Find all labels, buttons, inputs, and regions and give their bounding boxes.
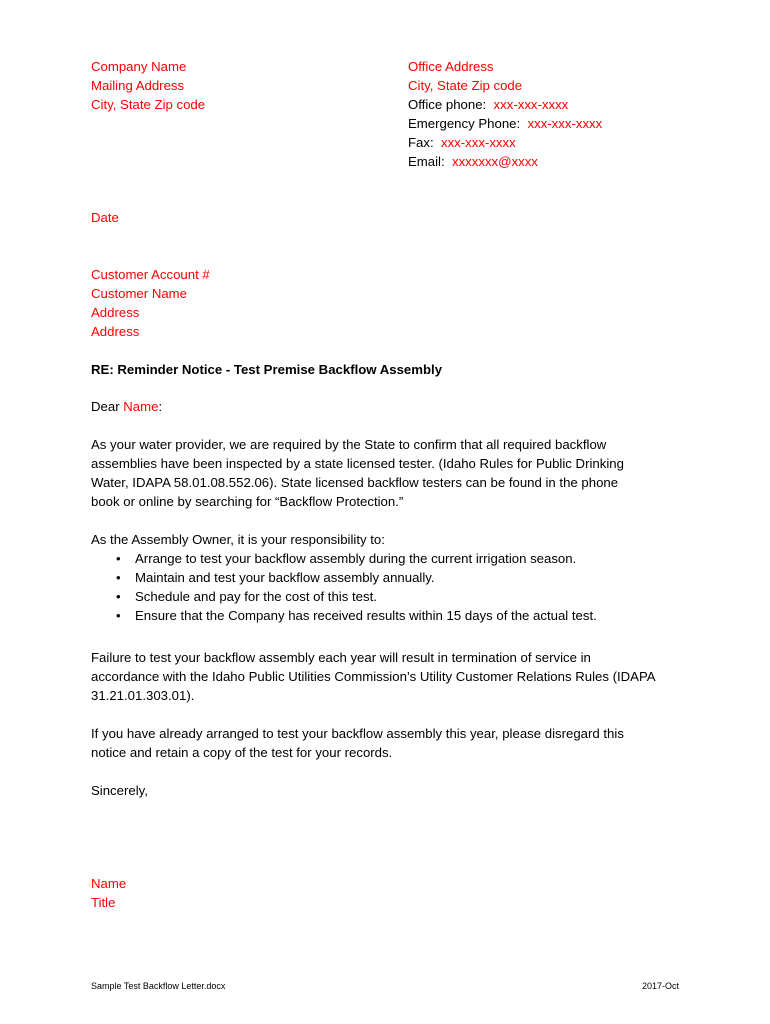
office-city-state-zip: City, State Zip code — [408, 78, 523, 93]
paragraph-line: accordance with the Idaho Public Utilities Commission’s Utility Customer Relations Rules (IDAPA — [91, 669, 656, 684]
bullet-icon: • — [116, 608, 121, 623]
paragraph-disregard — [91, 724, 691, 762]
footer-date: 2017-Oct — [641, 981, 679, 991]
office-phone-value: xxx-xxx-xxxx — [493, 97, 569, 112]
list-item-text: Ensure that the Company has received results within 15 days of the actual test. — [135, 608, 597, 623]
paragraph-line: Water, IDAPA 58.01.08.552.06). State licensed backflow testers can be found in the phone — [91, 475, 619, 490]
paragraph-line: assemblies have been inspected by a state licensed tester. (Idaho Rules for Public Drinking — [91, 456, 624, 471]
sender-address-block — [91, 57, 205, 114]
sender-city-state-zip: City, State Zip code — [91, 97, 206, 112]
list-item-text: Schedule and pay for the cost of this test. — [135, 589, 377, 604]
emergency-phone-label: Emergency Phone: — [408, 116, 521, 131]
office-phone-line — [408, 95, 602, 114]
paragraph-line: book or online by searching for “Backflow Protection.” — [91, 494, 404, 509]
list-item — [91, 606, 691, 625]
signature-title: Title — [91, 895, 116, 910]
paragraph-line: Failure to test your backflow assembly each year will result in termination of service in — [91, 650, 591, 665]
bullet-icon: • — [116, 570, 121, 585]
signature-block — [91, 874, 126, 912]
closing: Sincerely, — [91, 783, 148, 798]
email-label: Email: — [408, 154, 445, 169]
list-item-text: Maintain and test your backflow assembly annually. — [135, 570, 435, 585]
office-address: Office Address — [408, 59, 494, 74]
salutation-name: Name — [123, 399, 159, 414]
paragraph-requirements — [91, 435, 691, 511]
emergency-phone-value: xxx-xxx-xxxx — [527, 116, 603, 131]
paragraph-line: As your water provider, we are required by the State to confirm that all required backflow — [91, 437, 607, 452]
responsibility-intro: As the Assembly Owner, it is your responsibility to: — [91, 532, 385, 547]
office-phone-label: Office phone: — [408, 97, 487, 112]
customer-account: Customer Account # — [91, 267, 210, 282]
responsibility-list — [91, 549, 691, 625]
fax-value: xxx-xxx-xxxx — [440, 135, 516, 150]
customer-address-block — [91, 265, 210, 341]
footer-filename: Sample Test Backflow Letter.docx — [91, 981, 226, 991]
customer-address-1: Address — [91, 305, 140, 320]
fax-label: Fax: — [408, 135, 434, 150]
fax-line — [408, 133, 602, 152]
emergency-phone-line — [408, 114, 602, 133]
list-item — [91, 549, 691, 568]
signature-name: Name — [91, 876, 127, 891]
customer-name: Customer Name — [91, 286, 188, 301]
paragraph-termination — [91, 648, 691, 705]
list-item — [91, 587, 691, 606]
office-contact-block — [408, 57, 602, 171]
salutation-suffix: : — [158, 399, 163, 414]
email-line — [408, 152, 602, 171]
bullet-icon: • — [116, 551, 121, 566]
salutation — [91, 397, 162, 416]
company-name: Company Name — [91, 59, 187, 74]
bullet-icon: • — [116, 589, 121, 604]
list-item — [91, 568, 691, 587]
letter-date: Date — [91, 210, 119, 225]
paragraph-responsibilities — [91, 530, 691, 625]
customer-address-2: Address — [91, 324, 140, 339]
paragraph-line: 31.21.01.303.01). — [91, 688, 195, 703]
paragraph-line: notice and retain a copy of the test for your records. — [91, 745, 393, 760]
salutation-prefix: Dear — [91, 399, 120, 414]
paragraph-line: If you have already arranged to test your backflow assembly this year, please disregard this — [91, 726, 624, 741]
list-item-text: Arrange to test your backflow assembly during the current irrigation season. — [135, 551, 577, 566]
email-value: xxxxxxx@xxxx — [451, 154, 538, 169]
subject-line: RE: Reminder Notice - Test Premise Backflow Assembly — [91, 362, 443, 377]
mailing-address: Mailing Address — [91, 78, 185, 93]
